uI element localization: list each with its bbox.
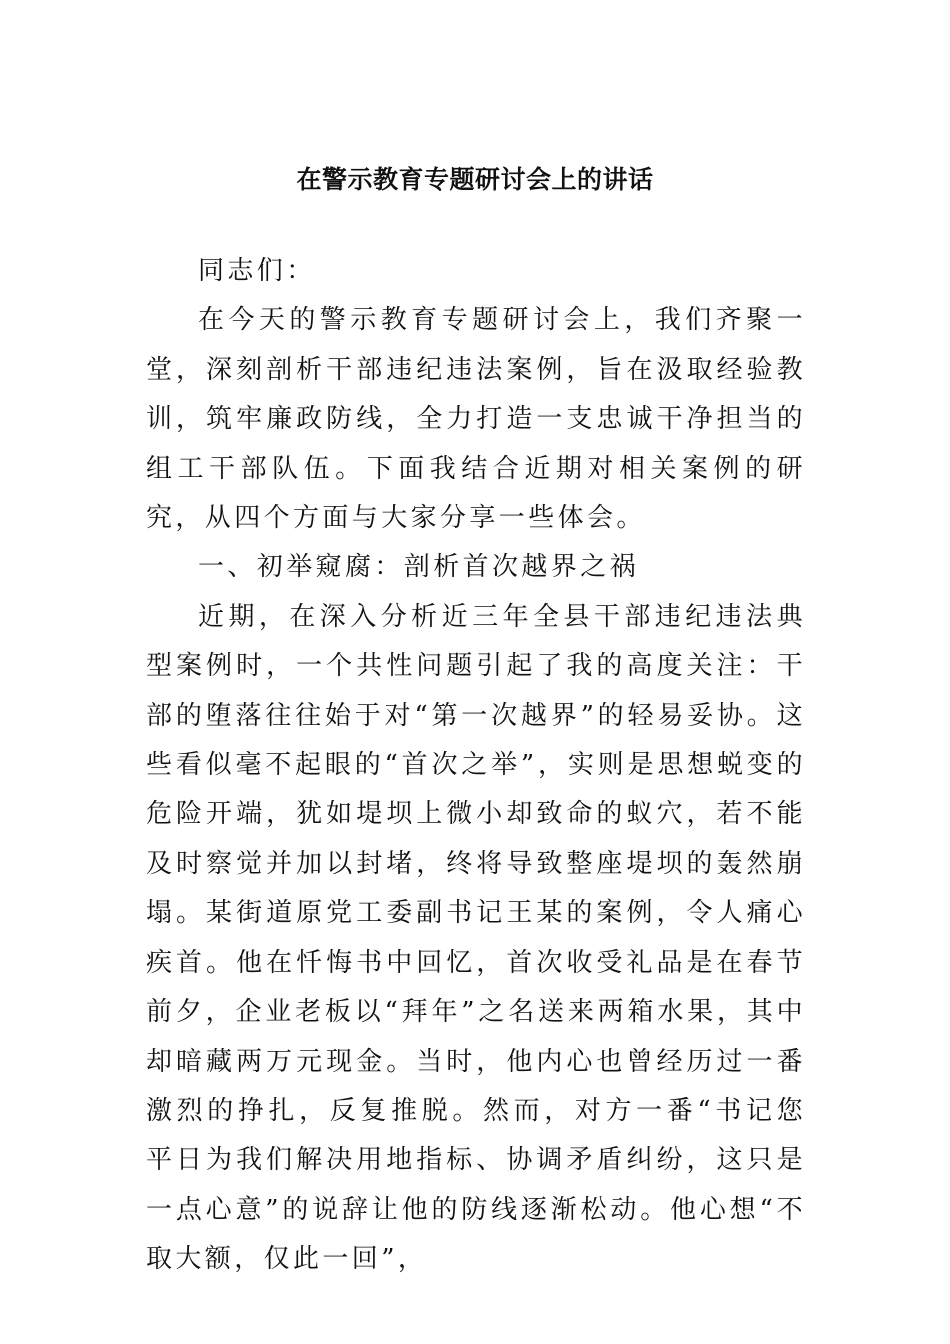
intro-paragraph: 在今天的警示教育专题研讨会上，我们齐聚一堂，深刻剖析干部违纪违法案例，旨在汲取经验教训，筑牢廉政防线，全力打造一支忠诚干净担当的组工干部队伍。下面我结合近期对相关案例的研究，从四个方面与大家分享一些体会。 [146,305,806,534]
body-paragraph: 近期，在深入分析近三年全县干部违纪违法典型案例时，一个共性问题引起了我的高度关注：干部的堕落往往始于对“第一次越界”的轻易妥协。这些看似毫不起眼的“首次之举”，实则是思想蜕变的危险开端，犹如堤坝上微小却致命的蚁穴，若不能及时察觉并加以封堵，终将导致整座堤坝的轰然崩塌。某街道原党工委副书记王某的案例，令人痛心疾首。他在忏悔书中回忆，首次收受礼品是在春节前夕，企业老板以“拜年”之名送来两箱水果，其中却暗藏两万元现金。当时，他内心也曾经历过一番激烈的挣扎，反复推脱。然而，对方一番“书记您平日为我们解决用地指标、协调矛盾纠纷，这只是一点心意”的说辞让他的防线逐渐松动。他心想“不取大额，仅此一回”， [146,601,806,1275]
section-heading: 一、初举窥腐：剖析首次越界之祸 [198,552,640,583]
salutation-paragraph: 同志们： [198,256,316,286]
document-body [146,247,806,1285]
document-title: 在警示教育专题研讨会上的讲话 [296,165,654,194]
